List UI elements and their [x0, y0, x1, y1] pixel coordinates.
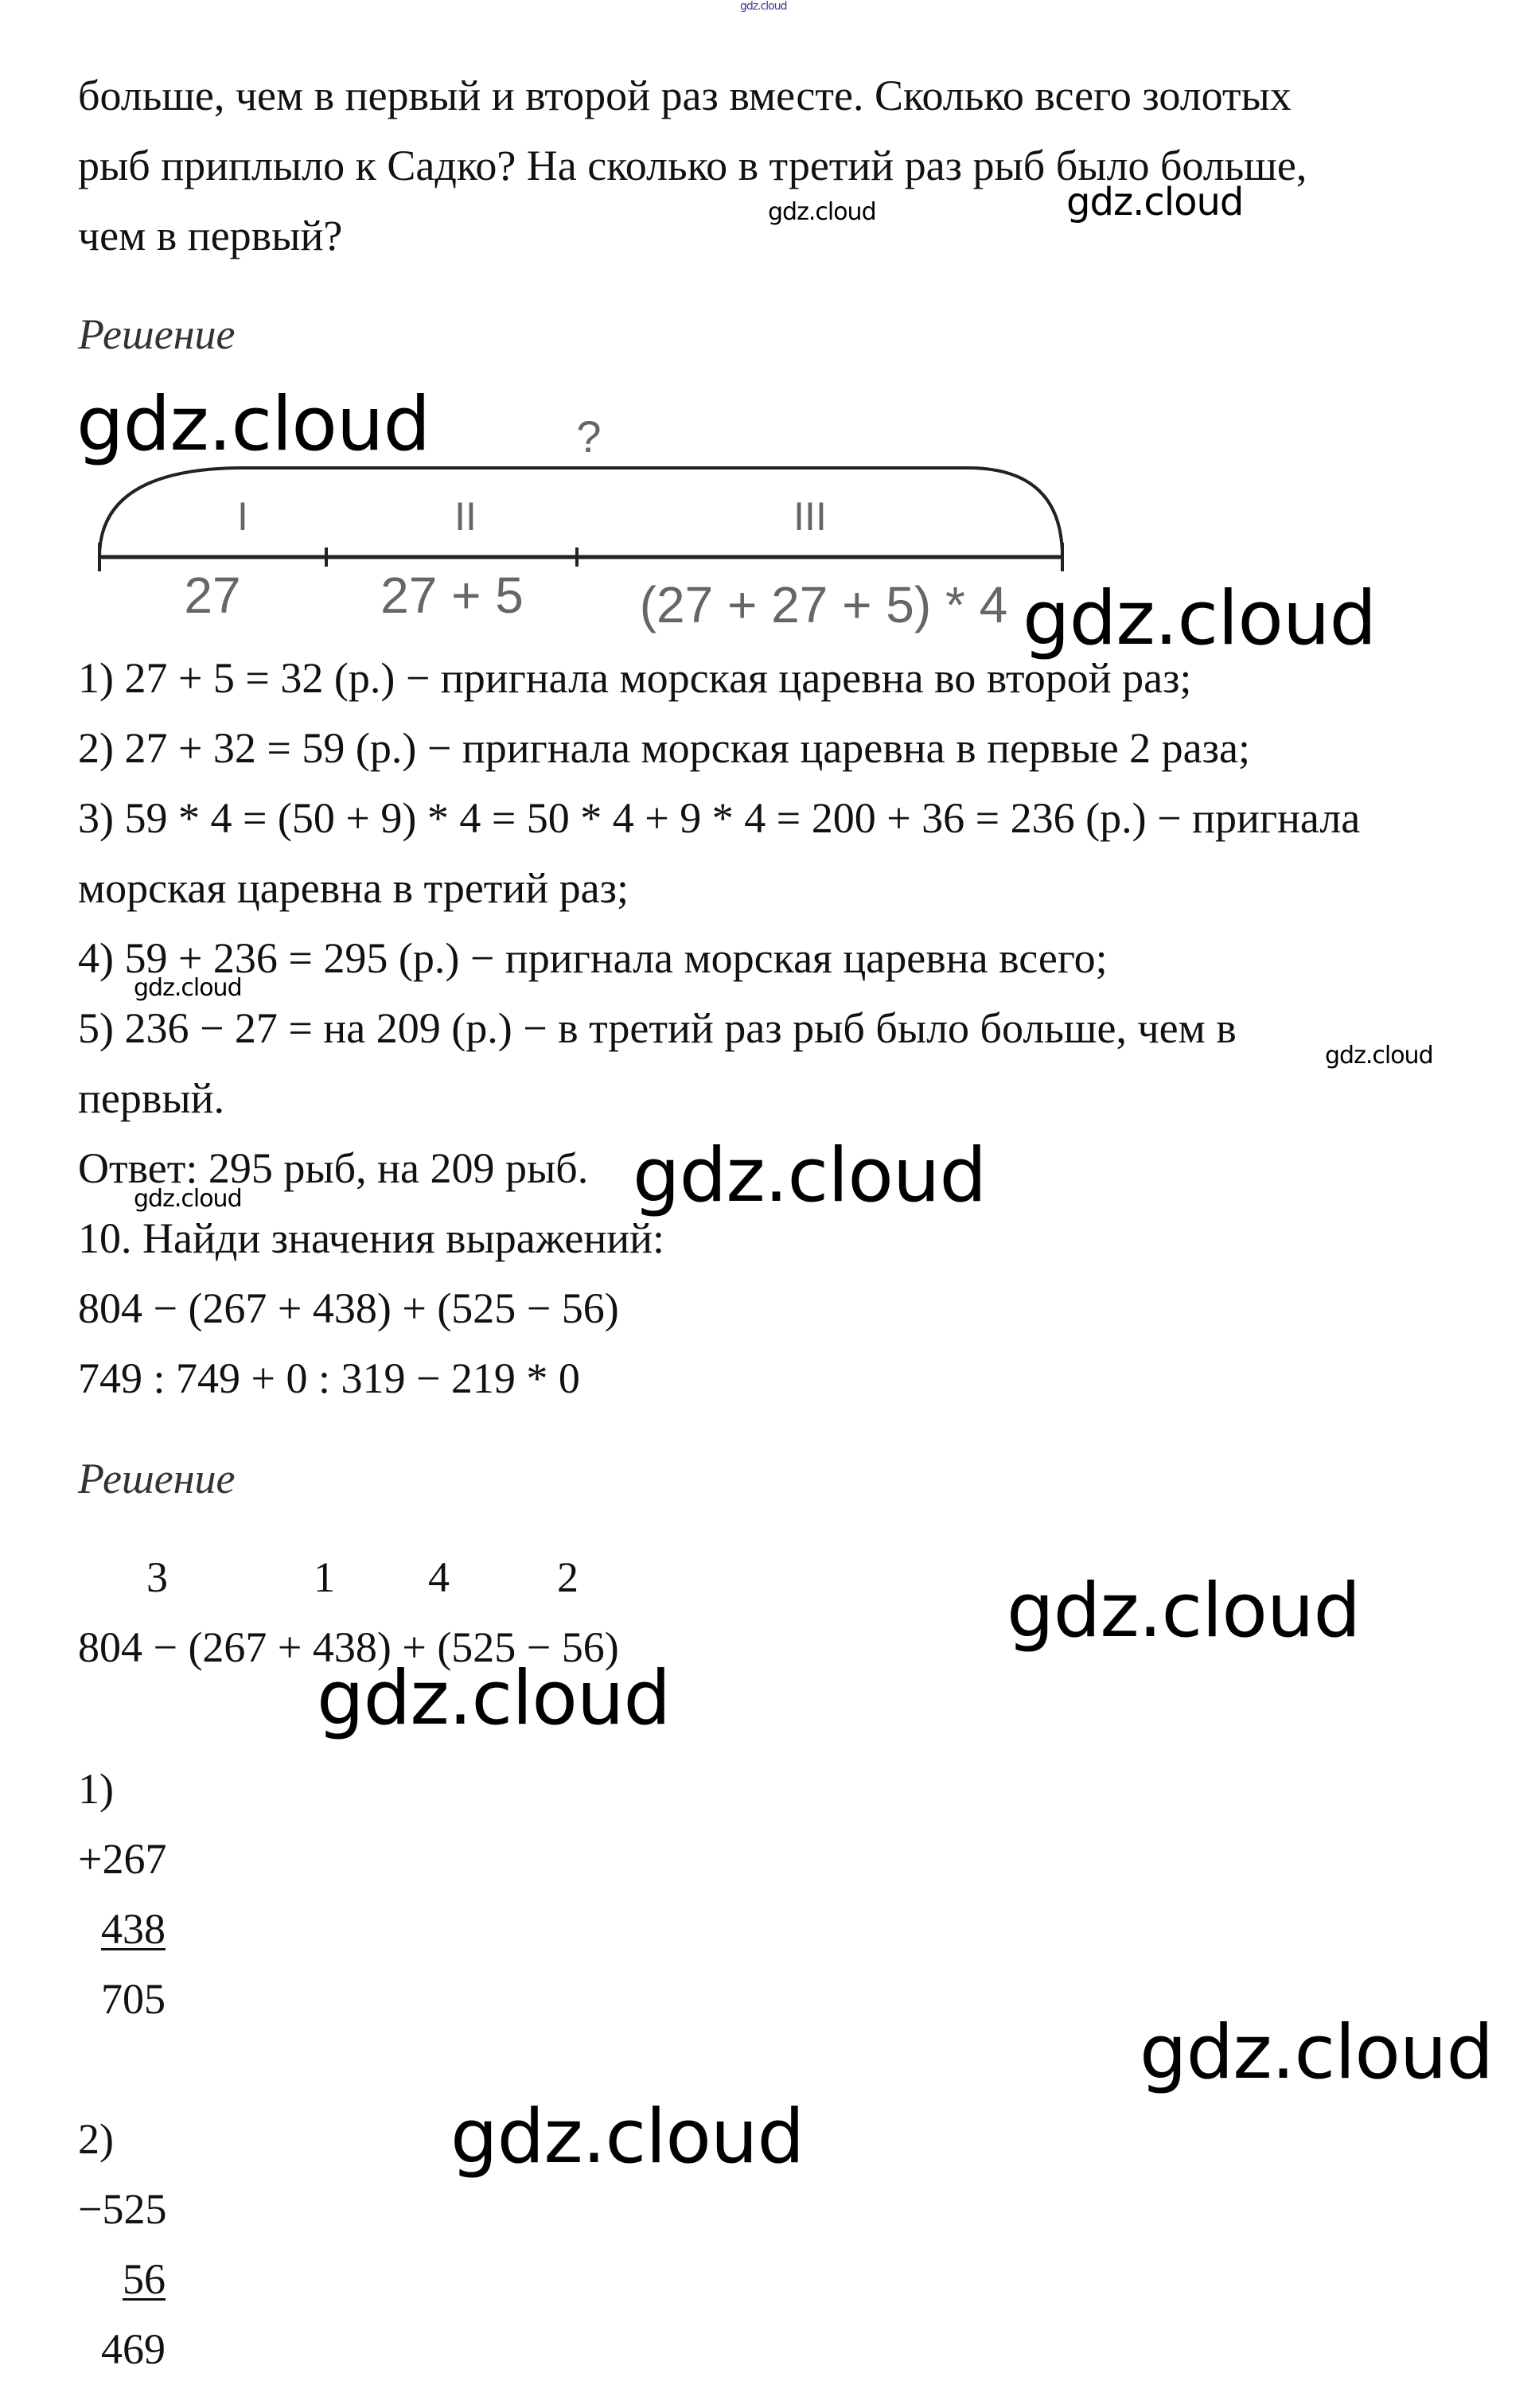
task-10-expression-1: 804 − (267 + 438) + (525 − 56)	[78, 1284, 619, 1332]
watermark: gdz.cloud	[134, 974, 242, 1002]
step-3: 3) 59 * 4 = (50 + 9) * 4 = 50 * 4 + 9 * 4 = 200 + 36 = 236 (р.) − пригнала	[78, 794, 1361, 842]
calc-2-result: 469	[101, 2325, 166, 2373]
problem-text-line-3: чем в первый?	[78, 212, 343, 259]
diagram-label-1: 27	[184, 567, 241, 624]
calc-1-label: 1)	[78, 1765, 114, 1813]
order-number-4: 4	[428, 1553, 450, 1601]
watermark: gdz.cloud	[768, 198, 876, 226]
step-3-continued: морская царевна в третий раз;	[78, 864, 629, 912]
order-number-2: 2	[557, 1553, 579, 1601]
watermark: gdz.cloud	[1023, 575, 1377, 662]
task-10-expression-2: 749 : 749 + 0 : 319 − 219 * 0	[78, 1354, 580, 1402]
calc-2-first-operand: −525	[78, 2185, 167, 2233]
diagram-roman-3: III	[793, 494, 827, 539]
step-2: 2) 27 + 32 = 59 (р.) − пригнала морская царевна в первые 2 раза;	[78, 724, 1250, 772]
watermark: gdz.cloud	[1007, 1568, 1361, 1654]
problem-text-line-1: больше, чем в первый и второй раз вместе. Сколько всего золотых	[78, 72, 1292, 119]
order-number-3: 3	[146, 1553, 168, 1601]
watermark: gdz.cloud	[450, 2094, 805, 2180]
solution-label: Решение	[78, 1455, 236, 1502]
order-number-1: 1	[314, 1553, 335, 1601]
diagram-question-mark: ?	[576, 411, 602, 462]
watermark: gdz.cloud	[633, 1132, 987, 1219]
diagram-roman-2: II	[454, 494, 477, 539]
calc-1-first-operand: +267	[78, 1835, 167, 1883]
watermark: gdz.cloud	[1140, 2009, 1494, 2096]
step-5-continued: первый.	[78, 1074, 225, 1122]
watermark: gdz.cloud	[317, 1655, 671, 1742]
diagram-label-2: 27 + 5	[380, 567, 524, 624]
calc-1-result: 705	[101, 1975, 166, 2023]
watermark: gdz.cloud	[1066, 180, 1244, 224]
diagram-roman-1: I	[237, 494, 248, 539]
segment-diagram	[80, 398, 1082, 645]
calc-2-label: 2)	[78, 2115, 114, 2163]
watermark: gdz.cloud	[134, 1185, 242, 1213]
order-expression: 804 − (267 + 438) + (525 − 56)	[78, 1623, 619, 1671]
calc-2-second-operand: 56	[123, 2255, 166, 2303]
watermark-top: gdz.cloud	[740, 0, 787, 13]
step-4: 4) 59 + 236 = 295 (р.) − пригнала морская царевна всего;	[78, 934, 1108, 982]
watermark: gdz.cloud	[76, 381, 431, 468]
problem-text-line-2: рыб приплыло к Садко? На сколько в третий раз рыб было больше,	[78, 142, 1307, 189]
watermark: gdz.cloud	[1325, 1042, 1433, 1070]
step-5: 5) 236 − 27 = на 209 (р.) − в третий раз рыб было больше, чем в	[78, 1004, 1237, 1052]
task-10-title: 10. Найди значения выражений:	[78, 1214, 665, 1262]
solution-label: Решение	[78, 310, 236, 358]
step-1: 1) 27 + 5 = 32 (р.) − пригнала морская царевна во второй раз;	[78, 654, 1192, 702]
answer: Ответ: 295 рыб, на 209 рыб.	[78, 1144, 589, 1192]
calc-1-second-operand: 438	[101, 1905, 166, 1953]
diagram-label-3: (27 + 27 + 5) * 4	[639, 576, 1008, 633]
